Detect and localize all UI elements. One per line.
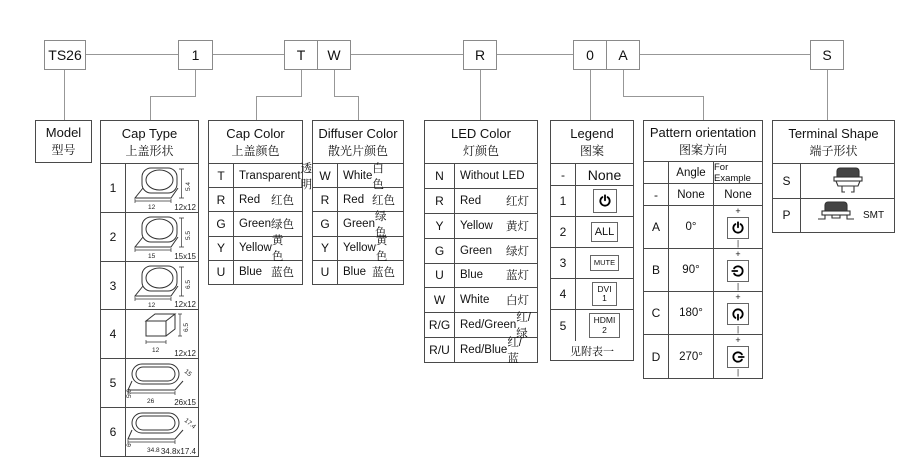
diffuser-color-label-en: Green	[343, 218, 375, 230]
legend-code: 5	[551, 310, 576, 341]
cap-type-size-label: 15x15	[174, 251, 196, 261]
led-color-label-cn: 蓝灯	[506, 270, 529, 283]
legend-symbol-cell	[576, 164, 633, 185]
cap-type-size-label: 26x15	[174, 398, 196, 408]
power-icon	[727, 260, 749, 282]
cap-color-label	[234, 261, 302, 284]
svg-text:26: 26	[146, 398, 154, 406]
led-color-row	[425, 337, 537, 366]
cap-type-header	[101, 121, 198, 164]
plus-mark: +	[735, 291, 741, 302]
cap-color-title: Cap Color	[226, 125, 285, 141]
led-color-label-en: Without LED	[460, 169, 525, 182]
led-color-label-en: Red/Green	[460, 319, 517, 332]
legend-symbol-cell	[576, 217, 633, 247]
svg-text:5.5: 5.5	[184, 230, 192, 240]
led-color-rows	[425, 164, 537, 366]
cap-color-label-en: Red	[239, 193, 261, 206]
code-box-1: 1	[178, 40, 213, 70]
cap-color-label	[234, 162, 313, 191]
minus-mark: |	[736, 324, 740, 334]
cap-color-subtitle: 上盖颜色	[231, 143, 280, 158]
pattern-row	[644, 249, 762, 292]
pattern-angle: None	[669, 184, 714, 205]
model-subtitle: 型号	[51, 143, 76, 157]
led-color-label-cn: 红/绿	[516, 312, 531, 341]
led-color-title: LED Color	[451, 125, 511, 141]
plus-mark: +	[735, 248, 741, 259]
cap-type-row	[101, 310, 198, 359]
svg-text:15: 15	[147, 252, 155, 260]
legend-badge-line2: 2	[602, 324, 607, 335]
terminal-code: S	[773, 164, 801, 198]
cap-type-code: 2	[101, 213, 126, 261]
diffuser-color-label-en: Blue	[343, 266, 367, 279]
led-color-row	[425, 264, 537, 289]
diffuser-color-row	[313, 162, 403, 191]
legend-code: 1	[551, 186, 576, 216]
connector-line	[301, 70, 302, 96]
diffuser-color-label-en: Yellow	[343, 242, 376, 255]
diffuser-color-label-en: Red	[343, 193, 365, 206]
cap-type-size-label: 34.8x17.4	[160, 446, 196, 456]
legend-badge	[589, 313, 621, 338]
cap-type-size-label: 12x12	[174, 202, 196, 212]
connector-line	[827, 70, 828, 120]
svg-text:12: 12	[147, 301, 155, 309]
legend-none-label: None	[587, 166, 622, 183]
cap-type-drawing	[126, 262, 198, 310]
diffuser-color-subtitle: 散光片颜色	[327, 143, 388, 158]
cap-color-label-en: Green	[239, 218, 271, 230]
diffuser-color-label-cn: 蓝色	[372, 267, 395, 280]
cap-color-code: U	[209, 261, 234, 284]
svg-text:6: 6	[125, 443, 133, 448]
cap-type-code: 3	[101, 262, 126, 310]
cap-color-code: Y	[209, 237, 234, 260]
cap-type-drawing	[126, 164, 198, 212]
pattern-example	[714, 206, 762, 248]
svg-text:6.5: 6.5	[184, 279, 192, 289]
diffuser-color-rows	[313, 164, 403, 284]
pattern-row	[644, 292, 762, 335]
power-icon	[727, 346, 749, 368]
terminal-drawing-cell	[801, 164, 894, 198]
led-color-label	[455, 164, 537, 188]
legend-title: Legend	[570, 125, 614, 141]
pattern-example-stack	[727, 207, 749, 248]
cap-type-drawing	[126, 408, 198, 456]
cap-type-row	[101, 262, 198, 311]
cap-color-label-en: Transparent	[239, 169, 301, 182]
cap-type-title: Cap Type	[121, 125, 178, 141]
legend-footer: 见附表一	[570, 345, 614, 358]
pattern-angle: 0°	[669, 206, 714, 248]
legend-badge: MUTE	[590, 255, 619, 271]
led-color-code: U	[425, 264, 455, 288]
led-color-label	[455, 239, 537, 263]
pattern-orientation-title: Pattern orientation	[649, 124, 757, 140]
col-pattern-orientation	[643, 120, 763, 379]
cap-type-drawing	[126, 310, 198, 358]
col-legend	[550, 120, 634, 361]
pattern-subheader-blank	[644, 162, 669, 183]
diffuser-color-title: Diffuser Color	[318, 125, 398, 141]
cap-color-label-cn: 绿色	[271, 219, 294, 231]
legend-symbol-cell	[576, 310, 633, 341]
code-box-r: R	[463, 40, 497, 70]
code-box-ts26: TS26	[44, 40, 86, 70]
legend-rows	[551, 164, 633, 341]
pattern-example	[714, 184, 762, 205]
diffuser-color-label	[338, 261, 403, 284]
legend-row	[551, 248, 633, 279]
terminal-shape-subtitle: 端子形状	[809, 143, 858, 158]
pattern-angle: 180°	[669, 292, 714, 334]
cap-type-drawing	[126, 359, 198, 407]
led-color-code: R	[425, 189, 455, 213]
cap-type-code: 1	[101, 164, 126, 212]
cap-color-label-en: Blue	[239, 266, 263, 279]
connector-line	[334, 70, 335, 96]
led-color-label-en: Red	[460, 194, 482, 207]
cap-type-code: 4	[101, 310, 126, 358]
diffuser-color-label-cn: 黄色	[375, 235, 388, 264]
legend-header	[551, 121, 633, 164]
col-terminal-shape	[772, 120, 895, 233]
cap-color-label-cn: 黄色	[271, 235, 284, 264]
connector-line	[256, 96, 302, 97]
legend-symbol-cell	[576, 186, 633, 216]
code-box-a: A	[606, 40, 640, 70]
svg-text:6.5: 6.5	[182, 323, 190, 333]
power-icon	[727, 217, 749, 239]
cap-color-label	[234, 188, 302, 211]
cap-color-label-cn: 红色	[271, 194, 294, 207]
pattern-subheader-example: For Example	[714, 161, 751, 184]
pattern-code: -	[644, 184, 669, 205]
diffuser-color-label-cn: 红色	[372, 194, 395, 207]
led-color-row	[425, 189, 537, 214]
led-color-label-cn: 绿灯	[506, 245, 529, 258]
power-icon	[593, 189, 617, 213]
smt-switch-icon	[811, 200, 861, 230]
terminal-note: SMT	[862, 209, 885, 221]
svg-text:5.4: 5.4	[184, 181, 192, 191]
svg-text:5.6: 5.6	[125, 389, 133, 399]
led-color-label-cn: 红/蓝	[507, 337, 523, 366]
legend-code: 2	[551, 217, 576, 247]
pattern-row	[644, 335, 762, 378]
led-color-code: N	[425, 164, 455, 188]
through-hole-switch-icon	[823, 166, 873, 196]
pattern-angle: 270°	[669, 335, 714, 378]
legend-badge-line2: 1	[602, 293, 607, 303]
terminal-shape-rows	[773, 164, 894, 232]
legend-row	[551, 186, 633, 217]
cap-type-subtitle: 上盖形状	[125, 143, 174, 158]
legend-code: -	[551, 164, 576, 185]
code-box-s: S	[810, 40, 844, 70]
led-color-label-cn: 白灯	[506, 295, 529, 308]
col-diffuser-color	[312, 120, 404, 285]
pattern-subheader	[644, 162, 762, 184]
power-icon	[727, 303, 749, 325]
diffuser-color-code: R	[313, 188, 338, 211]
legend-row	[551, 310, 633, 341]
col-led-color	[424, 120, 538, 366]
connector-line	[590, 70, 591, 120]
cap-type-drawing	[126, 213, 198, 261]
pattern-code: C	[644, 292, 669, 334]
connector-line	[480, 70, 481, 120]
pattern-row	[644, 184, 762, 206]
col-cap-color	[208, 120, 313, 285]
led-color-row	[425, 164, 537, 189]
led-color-label	[455, 337, 537, 366]
cap-color-label-cn: 透明	[300, 162, 313, 191]
led-color-header	[425, 121, 537, 164]
svg-text:15: 15	[182, 368, 193, 379]
diffuser-color-label-cn: 白色	[372, 162, 384, 191]
connector-line	[623, 96, 703, 97]
plus-mark: +	[735, 335, 741, 345]
led-color-label	[455, 264, 537, 288]
led-color-code: G	[425, 239, 455, 263]
diffuser-color-code: G	[313, 212, 338, 235]
led-color-label-en: Green	[460, 244, 492, 257]
pattern-code: D	[644, 335, 669, 378]
led-color-code: R/U	[425, 338, 455, 362]
legend-row	[551, 164, 633, 186]
led-color-code: W	[425, 288, 455, 312]
terminal-shape-title: Terminal Shape	[788, 125, 879, 141]
legend-badge	[592, 282, 616, 307]
minus-mark: |	[736, 238, 740, 248]
led-color-label-en: Yellow	[460, 219, 493, 232]
cap-color-row	[209, 162, 313, 191]
connector-line	[334, 96, 359, 97]
pattern-code: A	[644, 206, 669, 248]
cap-type-row	[101, 213, 198, 262]
col-cap-type	[100, 120, 199, 457]
pattern-subheader-angle: Angle	[669, 162, 714, 183]
connector-line	[150, 96, 151, 120]
svg-text:17.4: 17.4	[182, 417, 197, 431]
legend-code: 3	[551, 248, 576, 278]
code-box-w: W	[317, 40, 351, 70]
diffuser-color-label-en: White	[343, 169, 373, 182]
pattern-orientation-subtitle: 图案方向	[678, 142, 727, 157]
svg-text:34.8: 34.8	[146, 447, 160, 455]
legend-badge-line1: DVI	[597, 283, 612, 294]
diffuser-color-code: U	[313, 261, 338, 284]
connector-line	[358, 96, 359, 120]
diffuser-color-label	[338, 162, 403, 191]
terminal-shape-header	[773, 121, 894, 164]
pattern-example-stack	[727, 336, 749, 377]
connector-line	[64, 70, 65, 120]
code-box-0: 0	[573, 40, 607, 70]
cap-color-row	[209, 235, 302, 264]
cap-color-rows	[209, 162, 313, 284]
diffuser-color-row	[313, 235, 403, 264]
connector-line	[623, 70, 624, 96]
pattern-example	[714, 292, 762, 334]
diffuser-color-row	[313, 261, 403, 284]
cap-type-size-label: 12x12	[174, 349, 196, 359]
plus-mark: +	[735, 205, 741, 216]
model-header	[36, 121, 91, 162]
led-color-label-en: Red/Blue	[460, 344, 508, 357]
pattern-orientation-header	[644, 121, 762, 162]
led-color-label	[455, 189, 537, 213]
code-box-t: T	[284, 40, 318, 70]
pattern-example-stack	[727, 293, 749, 334]
legend-symbol-cell	[576, 279, 633, 309]
cap-color-row	[209, 261, 302, 284]
col-model	[35, 120, 92, 163]
cap-color-code: T	[209, 164, 234, 187]
cap-color-code: R	[209, 188, 234, 211]
led-color-label-cn: 黄灯	[506, 220, 529, 233]
led-color-code: Y	[425, 214, 455, 238]
cap-color-code: G	[209, 212, 234, 235]
led-color-label	[455, 214, 537, 238]
led-color-row	[425, 239, 537, 264]
legend-badge: ALL	[591, 222, 619, 242]
pattern-angle: 90°	[669, 249, 714, 291]
diffuser-color-code: Y	[313, 237, 338, 260]
pattern-row	[644, 206, 762, 249]
legend-code: 4	[551, 279, 576, 309]
cap-type-code: 6	[101, 408, 126, 456]
legend-badge-line1: HDMI	[593, 315, 616, 326]
terminal-drawing-cell	[801, 199, 894, 233]
svg-text:12: 12	[147, 203, 155, 211]
legend-row	[551, 217, 633, 248]
diffuser-color-header	[313, 121, 403, 164]
terminal-row	[773, 199, 894, 233]
pattern-example-stack	[727, 250, 749, 291]
minus-mark: |	[736, 368, 740, 377]
connector-line	[195, 70, 196, 96]
cap-color-label	[234, 235, 302, 264]
led-color-row	[425, 214, 537, 239]
connector-line	[703, 96, 704, 120]
pattern-code: B	[644, 249, 669, 291]
led-color-code: R/G	[425, 313, 455, 337]
connector-line	[256, 96, 257, 120]
legend-subtitle: 图案	[579, 143, 604, 158]
minus-mark: |	[736, 281, 740, 291]
legend-symbol-cell	[576, 248, 633, 278]
diffuser-color-code: W	[313, 164, 338, 187]
pattern-example-none: None	[724, 188, 752, 201]
pattern-example	[714, 249, 762, 291]
led-color-subtitle: 灯颜色	[462, 143, 499, 158]
cap-type-row	[101, 164, 198, 213]
pattern-orientation-rows	[644, 184, 762, 378]
legend-row	[551, 279, 633, 310]
terminal-row	[773, 164, 894, 199]
led-color-label-cn: 红灯	[506, 195, 529, 208]
led-color-label-en: White	[460, 294, 490, 307]
cap-type-row	[101, 408, 198, 456]
connector-line	[150, 96, 196, 97]
cap-type-row	[101, 359, 198, 408]
led-color-label-en: Blue	[460, 269, 484, 282]
pattern-example	[714, 335, 762, 378]
cap-type-rows	[101, 164, 198, 456]
diffuser-color-label-cn: 绿色	[374, 211, 387, 240]
terminal-code: P	[773, 199, 801, 233]
cap-type-size-label: 12x12	[174, 300, 196, 310]
cap-color-header	[209, 121, 302, 164]
cap-color-label-cn: 蓝色	[271, 267, 294, 280]
cap-color-row	[209, 188, 302, 212]
cap-type-code: 5	[101, 359, 126, 407]
diffuser-color-label	[338, 235, 403, 264]
cap-color-label-en: Yellow	[239, 242, 272, 255]
svg-text:12: 12	[151, 347, 159, 355]
model-title: Model	[45, 125, 82, 140]
